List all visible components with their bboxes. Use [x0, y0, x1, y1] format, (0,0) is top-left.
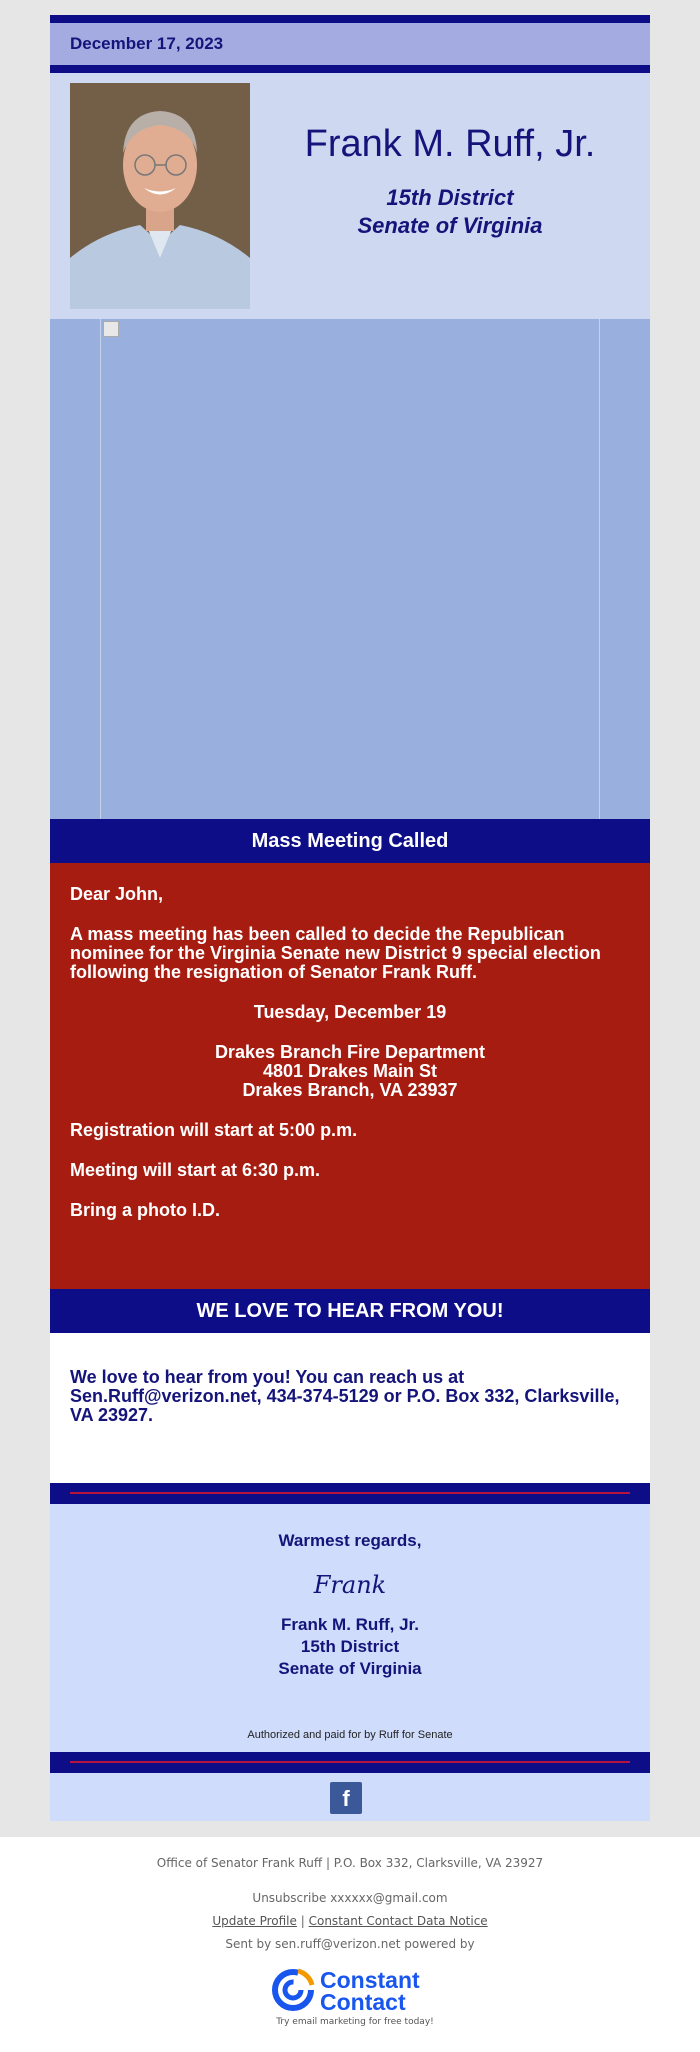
- signature-name: Frank M. Ruff, Jr.: [281, 1615, 419, 1634]
- meeting-date: Tuesday, December 19: [253, 1002, 447, 1022]
- newsletter-date: December 17, 2023: [70, 34, 224, 53]
- senator-photo: [70, 83, 250, 309]
- email-container: [50, 15, 650, 1821]
- divider-bar: [50, 1483, 650, 1504]
- registration-time: Registration will start at 5:00 p.m.: [70, 1120, 358, 1140]
- location-city: Drakes Branch, VA 23937: [242, 1080, 458, 1100]
- divider-bar-bottom: [50, 1752, 650, 1773]
- signature-section: [50, 1504, 650, 1752]
- top-border: [50, 15, 650, 23]
- contact-body: We love to hear from you! You can reach us at Sen.Ruff@verizon.net, 434-374-5129 or P.O. Box 332, Clarksville, VA 23927.: [50, 1333, 650, 1483]
- divider-line: [70, 1492, 630, 1494]
- constant-contact-wordmark: [320, 1969, 420, 2013]
- authorized-notice: Authorized and paid for by Ruff for Senate: [247, 1729, 453, 1741]
- photo-id-note: Bring a photo I.D.: [70, 1200, 220, 1220]
- email-footer: [0, 1837, 700, 2052]
- location-street: 4801 Drakes Main St: [262, 1061, 438, 1081]
- link-separator: |: [300, 1914, 305, 1928]
- footer-links: [0, 1914, 700, 1928]
- footer-address: Office of Senator Frank Ruff | P.O. Box 332, Clarksville, VA 23927: [156, 1856, 544, 1870]
- constant-contact-tagline: Try email marketing for free today!: [276, 2017, 434, 2027]
- district-line: 15th District: [386, 185, 514, 210]
- contact-heading: WE LOVE TO HEAR FROM YOU!: [50, 1289, 650, 1333]
- header-section: [50, 73, 650, 319]
- intro-paragraph: A mass meeting has been called to decide the Republican nominee for the Virginia Senate new District 9 special election following the resignation of Senator Frank Ruff.: [70, 924, 601, 982]
- district-title: [270, 184, 630, 240]
- header-border: [50, 65, 650, 73]
- wordmark-line1: Constant: [320, 1967, 420, 1993]
- senator-name: Frank M. Ruff, Jr.: [304, 123, 596, 165]
- image-band: [50, 319, 650, 819]
- sent-by: Sent by sen.ruff@verizon.net powered by: [225, 1937, 475, 1951]
- mass-meeting-panel: [50, 863, 650, 1289]
- senate-line: Senate of Virginia: [357, 213, 543, 238]
- constant-contact-logo-icon: [270, 1967, 316, 2013]
- mass-meeting-heading: Mass Meeting Called: [50, 819, 650, 863]
- unsubscribe-link[interactable]: Unsubscribe xxxxxx@gmail.com: [252, 1891, 448, 1905]
- data-notice-link[interactable]: Constant Contact Data Notice: [308, 1914, 488, 1928]
- broken-image-icon: [103, 321, 119, 337]
- location-name: Drakes Branch Fire Department: [214, 1042, 486, 1062]
- divider-line-bottom: [70, 1761, 630, 1763]
- social-section: [50, 1773, 650, 1821]
- signature-block: [50, 1614, 650, 1680]
- meeting-location: [70, 1043, 630, 1100]
- broken-image: [100, 319, 600, 819]
- wordmark-line2: Contact: [320, 1989, 406, 2015]
- facebook-icon[interactable]: f: [330, 1782, 362, 1814]
- date-banner: [50, 23, 650, 65]
- closing: Warmest regards,: [278, 1531, 422, 1550]
- handwritten-signature: Frank: [313, 1571, 387, 1599]
- greeting: Dear John,: [70, 884, 164, 904]
- signature-senate: Senate of Virginia: [278, 1659, 422, 1678]
- signature-district: 15th District: [300, 1637, 400, 1656]
- name-block: [270, 123, 630, 240]
- constant-contact-logo[interactable]: [270, 1967, 440, 2027]
- meeting-time: Meeting will start at 6:30 p.m.: [70, 1160, 321, 1180]
- update-profile-link[interactable]: Update Profile: [212, 1914, 297, 1928]
